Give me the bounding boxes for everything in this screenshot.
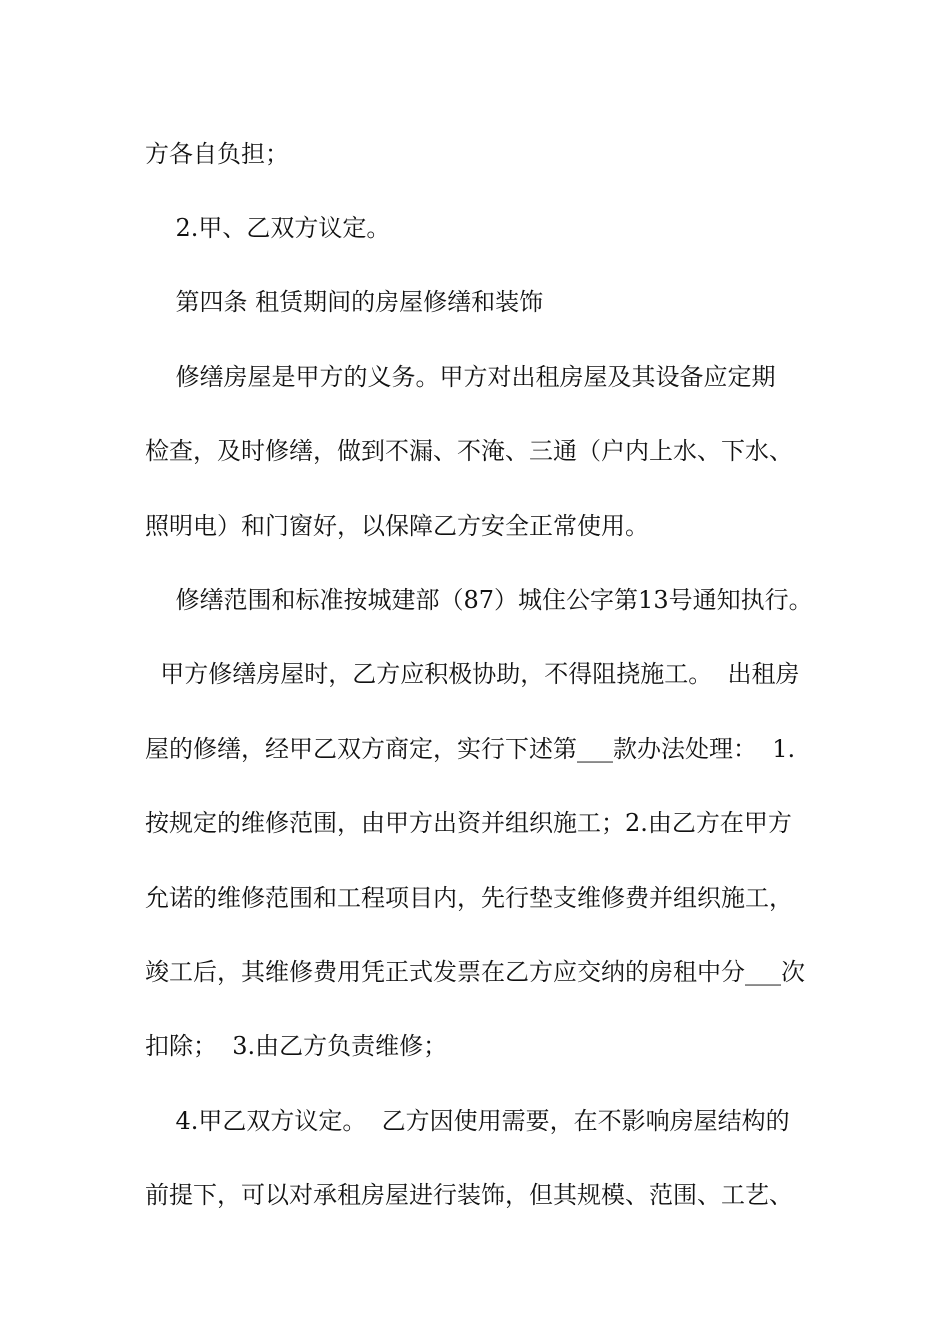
text-line: 甲方修缮房屋时，乙方应积极协助，不得阻挠施工。 出租房 — [145, 660, 800, 688]
text-line: 2.甲、乙双方议定。 — [145, 214, 391, 242]
text-line: 修缮房屋是甲方的义务。甲方对出租房屋及其设备应定期 — [145, 363, 776, 391]
section-heading: 第四条 租赁期间的房屋修缮和装饰 — [145, 288, 544, 316]
text-line: 前提下，可以对承租房屋进行装饰，但其规模、范围、工艺、 — [145, 1181, 793, 1209]
text-line: 屋的修缮，经甲乙双方商定，实行下述第___款办法处理： 1. — [145, 735, 796, 763]
text-line: 方各自负担； — [145, 140, 289, 168]
text-line: 竣工后，其维修费用凭正式发票在乙方应交纳的房租中分___次 — [145, 958, 805, 986]
text-line: 检查，及时修缮，做到不漏、不淹、三通（户内上水、下水、 — [145, 437, 793, 465]
text-line: 按规定的维修范围，由甲方出资并组织施工；2.由乙方在甲方 — [145, 809, 792, 837]
text-line: 扣除； 3.由乙方负责维修； — [145, 1032, 448, 1060]
text-line: 照明电）和门窗好，以保障乙方安全正常使用。 — [145, 512, 649, 540]
text-line: 4.甲乙双方议定。 乙方因使用需要，在不影响房屋结构的 — [145, 1107, 790, 1135]
text-line: 修缮范围和标准按城建部（87）城住公字第13号通知执行。 — [145, 586, 813, 614]
text-line: 允诺的维修范围和工程项目内，先行垫支维修费并组织施工， — [145, 884, 793, 912]
